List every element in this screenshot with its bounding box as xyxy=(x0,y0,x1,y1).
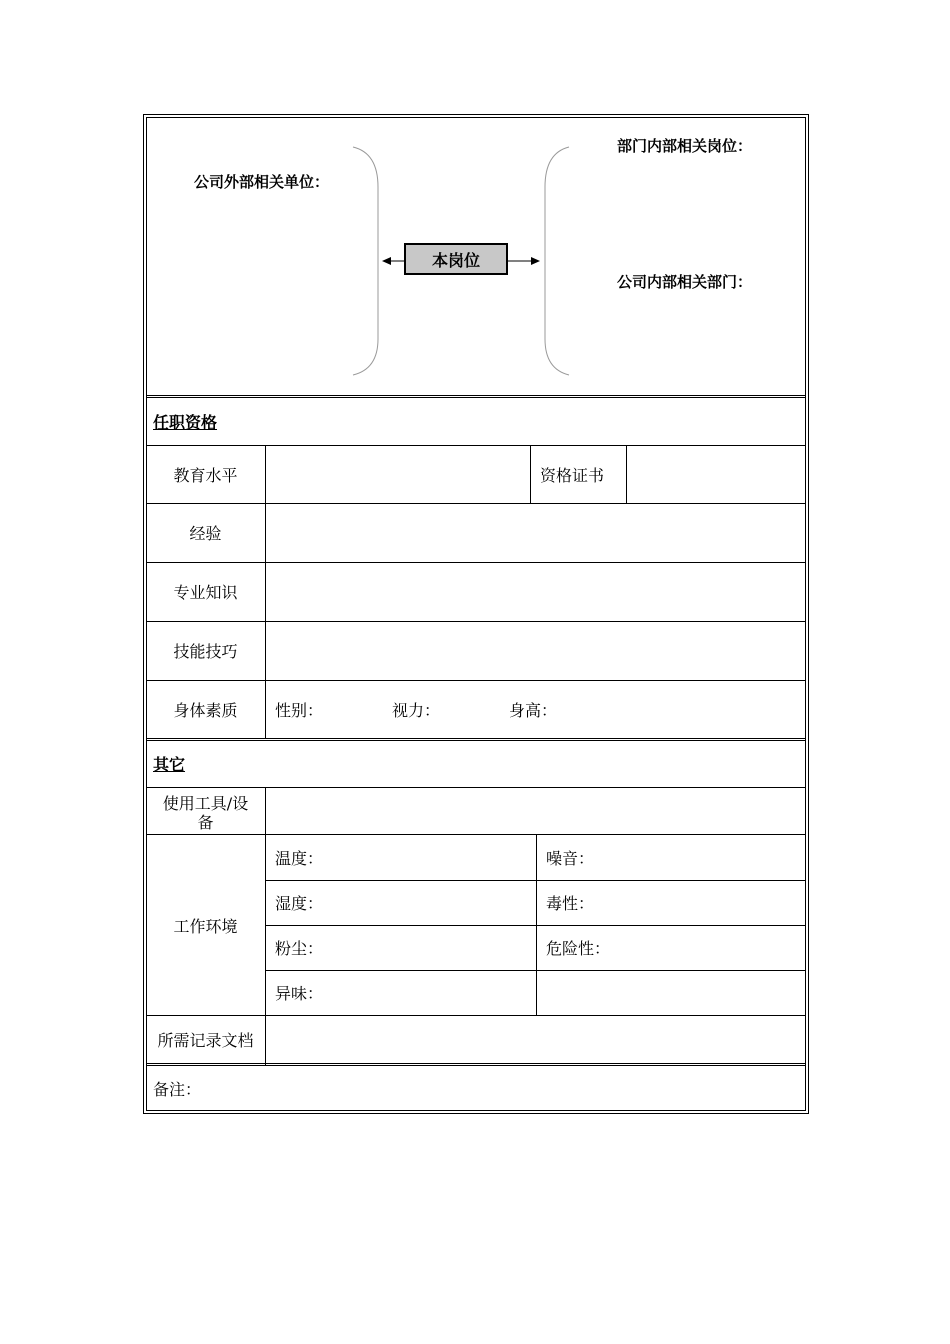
qualifications-section-title: 任职资格 xyxy=(153,413,218,432)
knowledge-label: 专业知识 xyxy=(173,583,238,602)
this-post-box: 本岗位 xyxy=(404,243,508,275)
temperature-label: 温度： xyxy=(275,849,324,868)
right-brace xyxy=(545,147,569,375)
vision-label: 视力： xyxy=(392,701,441,720)
row-line xyxy=(146,621,806,622)
documents-label: 所需记录文档 xyxy=(157,1031,254,1050)
odor-label: 异味： xyxy=(275,984,324,1003)
col-line xyxy=(265,787,266,1065)
experience-label: 经验 xyxy=(189,524,222,543)
row-line xyxy=(146,787,806,788)
toxicity-label: 毒性： xyxy=(546,894,595,913)
row-line xyxy=(146,503,806,504)
humidity-label: 湿度： xyxy=(275,894,324,913)
danger-label: 危险性： xyxy=(546,939,611,958)
other-section-title: 其它 xyxy=(153,755,186,774)
gender-label: 性别： xyxy=(275,701,324,720)
col-line xyxy=(626,445,627,503)
physical-label: 身体素质 xyxy=(173,701,238,720)
row-line xyxy=(146,1015,806,1016)
row-line xyxy=(146,680,806,681)
environment-label: 工作环境 xyxy=(173,917,238,936)
left-arrow-head xyxy=(382,257,391,265)
internal-depts-label: 公司内部相关部门： xyxy=(617,273,753,291)
right-arrow-head xyxy=(531,257,540,265)
tools-label-line2: 备 xyxy=(197,813,214,832)
col-line xyxy=(536,834,537,1015)
dust-label: 粉尘： xyxy=(275,939,324,958)
row-line xyxy=(146,562,806,563)
row-line xyxy=(146,834,806,835)
remarks-label: 备注： xyxy=(153,1080,202,1099)
education-label: 教育水平 xyxy=(173,466,238,485)
height-label: 身高： xyxy=(509,701,558,720)
certificate-label: 资格证书 xyxy=(540,466,605,485)
internal-posts-label: 部门内部相关岗位： xyxy=(617,137,753,155)
col-line xyxy=(530,445,531,503)
noise-label: 噪音： xyxy=(546,849,595,868)
tools-label-line1: 使用工具/设 xyxy=(162,794,249,813)
skills-label: 技能技巧 xyxy=(173,642,238,661)
row-line xyxy=(146,445,806,446)
divider-remarks xyxy=(146,1063,806,1066)
external-units-label: 公司外部相关单位： xyxy=(194,173,330,191)
divider-other xyxy=(146,738,806,741)
left-brace xyxy=(353,147,378,375)
col-line xyxy=(265,445,266,739)
divider-qualifications xyxy=(146,395,806,398)
